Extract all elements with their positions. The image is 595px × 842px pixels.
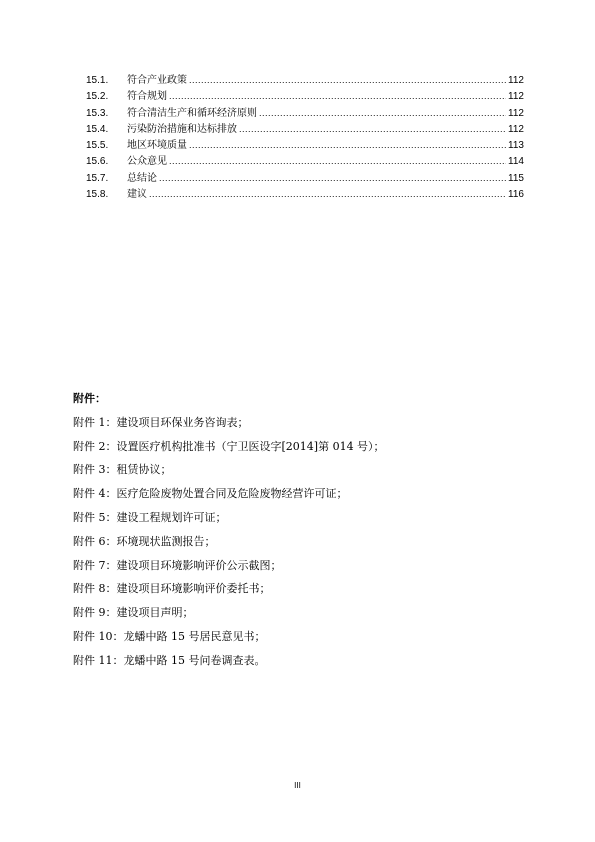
toc-entry[interactable] [86,121,524,137]
toc-dot-leader [239,121,506,137]
toc-entry[interactable] [86,105,524,121]
appendix-item: 附件 1：建设项目环保业务咨询表； [73,415,249,429]
appendix-item: 附件 11：龙蟠中路 15 号问卷调查表。 [73,653,266,667]
toc-entry-number: 15.3. [86,107,109,119]
toc-dot-leader [169,153,506,169]
appendix-item: 附件 5：建设工程规划许可证； [73,510,227,524]
toc-entry-title: 公众意见 [127,156,167,168]
toc-entry-number: 15.8. [86,189,109,201]
toc-entry[interactable] [86,137,524,153]
toc-entry-page: 112 [508,75,524,86]
appendix-heading: 附件： [73,392,106,405]
appendix-item: 附件 9：建设项目声明； [73,606,194,620]
toc-dot-leader [149,186,506,202]
toc-entry-number: 15.1. [86,75,109,86]
appendix-item: 附件 7：建设项目环境影响评价公示截图； [73,558,282,572]
toc-entry-title: 符合规划 [127,91,167,103]
appendix-item: 附件 3：租赁协议； [73,463,172,477]
toc-entry-title: 建议 [127,189,147,201]
page-number: III [294,781,301,790]
toc-entry-title: 符合清洁生产和循环经济原则 [127,107,257,119]
toc-entry-number: 15.7. [86,172,109,184]
toc-entry-number: 15.4. [86,123,109,135]
toc-entry-page: 115 [508,172,524,184]
appendix-item: 附件 10：龙蟠中路 15 号居民意见书； [73,629,266,643]
appendix-list [73,387,533,673]
toc-dot-leader [189,137,506,153]
appendix-item: 附件 2：设置医疗机构批准书（宁卫医设字[2014]第 014 号）； [73,439,385,453]
toc-entry-page: 114 [508,156,524,168]
toc-entry-title: 总结论 [127,172,157,184]
appendix-item: 附件 6：环境现状监测报告； [73,534,216,548]
toc-entry-page: 113 [508,140,524,152]
toc-entry[interactable] [86,153,524,169]
toc-entry-page: 112 [508,107,524,119]
toc-entry-title: 符合产业政策 [127,75,187,86]
toc-entry-number: 15.5. [86,140,109,152]
toc-entry-title: 地区环境质量 [127,140,187,152]
appendix-item: 附件 8：建设项目环境影响评价委托书； [73,582,271,596]
toc-entry[interactable] [86,186,524,202]
toc-entry[interactable] [86,72,524,88]
toc-dot-leader [189,72,506,88]
toc-dot-leader [159,170,506,186]
toc-entry-page: 112 [508,123,524,135]
toc-entry-number: 15.2. [86,91,109,103]
toc-dot-leader [259,105,506,121]
toc-entry[interactable] [86,170,524,186]
toc-entry-title: 污染防治措施和达标排放 [127,123,237,135]
toc-entry-page: 116 [508,189,524,201]
toc-entry-number: 15.6. [86,156,109,168]
toc-entry[interactable] [86,88,524,104]
table-of-contents [86,72,524,202]
appendix-item: 附件 4：医疗危险废物处置合同及危险废物经营许可证； [73,487,348,501]
toc-dot-leader [169,88,506,104]
toc-entry-page: 112 [508,91,524,103]
